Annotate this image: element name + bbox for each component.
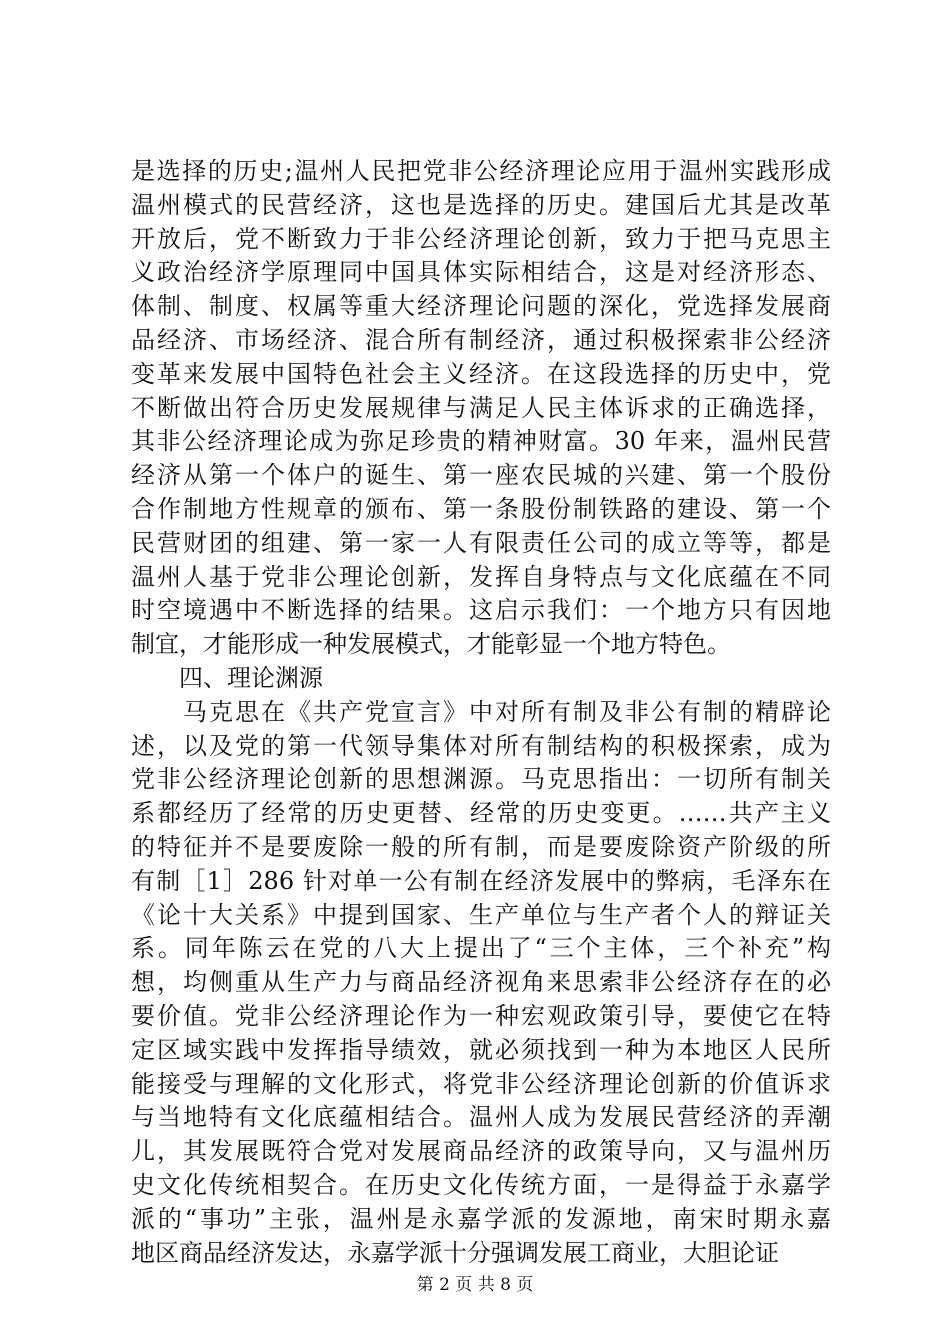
text-line: 能接受与理解的文化形式，将党非公经济理论创新的价值诉求 [131, 1069, 831, 1098]
text-line: 义政治经济学原理同中国具体实际相结合，这是对经济形态、 [131, 258, 831, 287]
text-line: 体制、制度、权属等重大经济理论问题的深化，党选择发展商 [131, 292, 831, 321]
text-line: 经济从第一个体户的诞生、第一座农民城的兴建、第一个股份 [131, 461, 831, 490]
document-body [131, 155, 831, 1270]
text-line: 制宜，才能形成一种发展模式，才能彰显一个地方特色。 [131, 630, 731, 659]
text-line: 史文化传统相契合。在历史文化传统方面，一是得益于永嘉学 [131, 1170, 831, 1199]
text-line: 的特征并不是要废除一般的所有制，而是要废除资产阶级的所 [131, 832, 831, 861]
text-line: 时空境遇中不断选择的结果。这启示我们：一个地方只有因地 [131, 596, 831, 625]
text-line: 与当地特有文化底蕴相结合。温州人成为发展民营经济的弄潮 [131, 1103, 831, 1132]
text-line: 派的“事功”主张，温州是永嘉学派的发源地，南宋时期永嘉 [131, 1204, 831, 1233]
text-line: 儿，其发展既符合党对发展商品经济的政策导向，又与温州历 [131, 1137, 831, 1166]
page-footer: 第 2 页 共 8 页 [416, 1275, 534, 1295]
text-line: 变革来发展中国特色社会主义经济。在这段选择的历史中，党 [131, 359, 831, 388]
text-line: 品经济、市场经济、混合所有制经济，通过积极探索非公经济 [131, 325, 831, 354]
text-line: 要价值。党非公经济理论作为一种宏观政策引导，要使它在特 [131, 1001, 831, 1030]
section-heading: 四、理论渊源 [179, 663, 323, 692]
text-line: 不断做出符合历史发展规律与满足人民主体诉求的正确选择， [131, 393, 831, 422]
text-line: 开放后，党不断致力于非公经济理论创新，致力于把马克思主 [131, 224, 831, 253]
text-line: 想，均侧重从生产力与商品经济视角来思索非公经济存在的必 [131, 968, 831, 997]
text-line: 有制［1］286 针对单一公有制在经济发展中的弊病，毛泽东在 [131, 866, 831, 895]
text-line: 系。同年陈云在党的八大上提出了“三个主体，三个补充”构 [131, 934, 831, 963]
paragraph-2 [131, 696, 831, 1271]
text-line: 马克思在《共产党宣言》中对所有制及非公有制的精辟论 [131, 697, 831, 726]
text-line: 党非公经济理论创新的思想渊源。马克思指出：一切所有制关 [131, 765, 831, 794]
text-line: 《论十大关系》中提到国家、生产单位与生产者个人的辩证关 [131, 900, 831, 929]
text-line: 定区域实践中发挥指导绩效，就必须找到一种为本地区人民所 [131, 1035, 831, 1064]
text-line: 是选择的历史;温州人民把党非公经济理论应用于温州实践形成 [131, 157, 831, 185]
text-line: 温州人基于党非公理论创新，发挥自身特点与文化底蕴在不同 [131, 562, 831, 591]
paragraph-1 [131, 155, 831, 662]
text-line: 民营财团的组建、第一家一人有限责任公司的成立等等，都是 [131, 528, 831, 557]
text-line: 其非公经济理论成为弥足珍贵的精神财富。30 年来，温州民营 [131, 427, 831, 456]
text-line: 合作制地方性规章的颁布、第一条股份制铁路的建设、第一个 [131, 494, 831, 523]
text-line: 温州模式的民营经济，这也是选择的历史。建国后尤其是改革 [131, 190, 831, 219]
text-line: 述，以及党的第一代领导集体对所有制结构的积极探索，成为 [131, 731, 831, 760]
text-line: 地区商品经济发达，永嘉学派十分强调发展工商业，大胆论证 [131, 1238, 779, 1267]
text-line: 系都经历了经常的历史更替、经常的历史变更。……共产主义 [131, 799, 831, 828]
